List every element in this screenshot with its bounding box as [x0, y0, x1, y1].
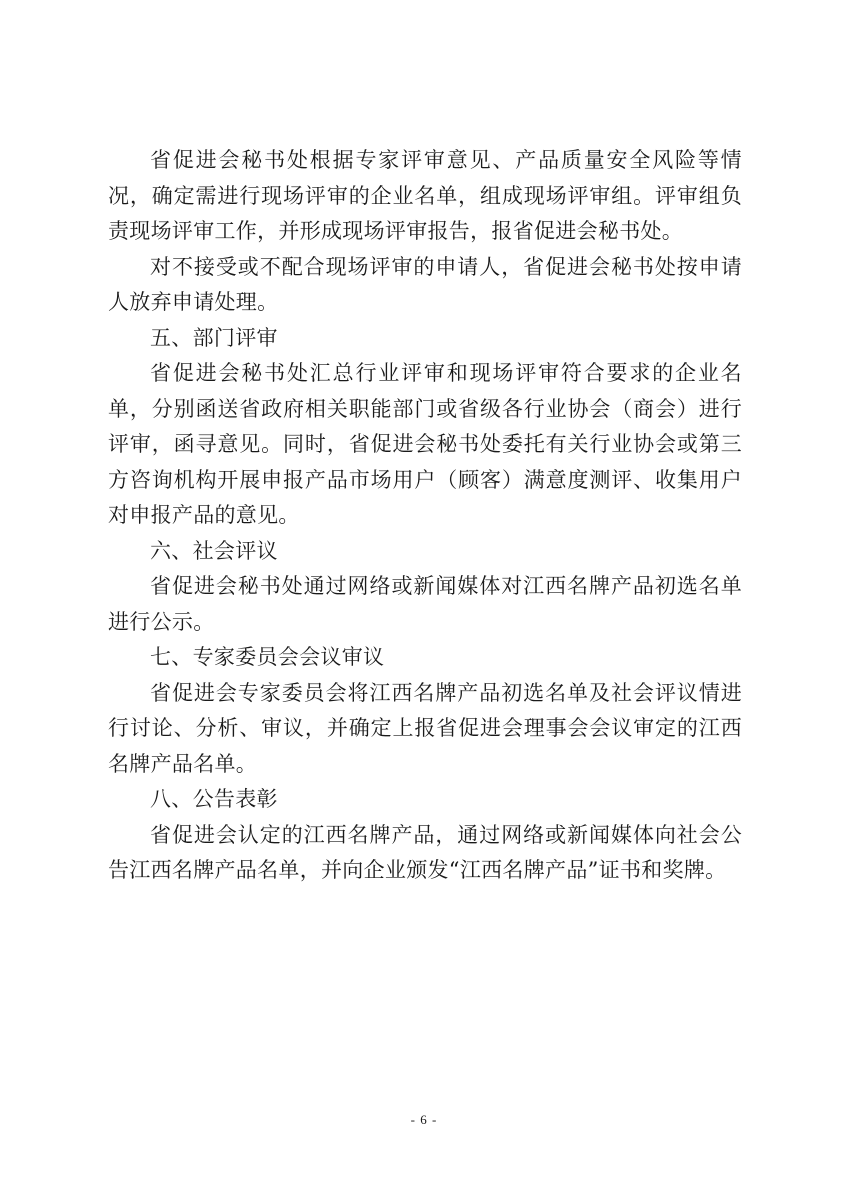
paragraph-onsite-review: 省促进会秘书处根据专家评审意见、产品质量安全风险等情况，确定需进行现场评审的企业名单，组成现场评审组。评审组负责现场评审工作，并形成现场评审报告，报省促进会秘书处。 — [108, 148, 742, 243]
paragraph-expert-committee: 省促进会专家委员会将江西名牌产品初选名单及社会评议情进行讨论、分析、审议，并确定上报省促进会理事会会议审定的江西名牌产品名单。 — [108, 680, 742, 776]
section-heading-public-review: 六、社会评议 — [150, 538, 278, 563]
paragraph-abandon-application: 对不接受或不配合现场评审的申请人，省促进会秘书处按申请人放弃申请处理。 — [108, 254, 742, 314]
page-number: - 6 - — [410, 1112, 438, 1127]
section-heading-department-review: 五、部门评审 — [150, 325, 278, 350]
paragraph-department-review: 省促进会秘书处汇总行业评审和现场评审符合要求的企业名单，分别函送省政府相关职能部门或省级各行业协会（商会）进行评审，函寻意见。同时，省促进会秘书处委托有关行业协会或第三方咨询机构开展申报产品市场用户（顾客）满意度测评、收集用户对申报产品的意见。 — [108, 361, 742, 527]
paragraph-announcement: 省促进会认定的江西名牌产品，通过网络或新闻媒体向社会公告江西名牌产品名单，并向企业颁发“江西名牌产品”证书和奖牌。 — [108, 822, 742, 882]
document-body — [108, 143, 742, 889]
section-heading-announcement: 八、公告表彰 — [150, 787, 278, 811]
section-heading-expert-committee: 七、专家委员会会议审议 — [150, 645, 385, 669]
paragraph-public-review: 省促进会秘书处通过网络或新闻媒体对江西名牌产品初选名单进行公示。 — [108, 574, 742, 634]
